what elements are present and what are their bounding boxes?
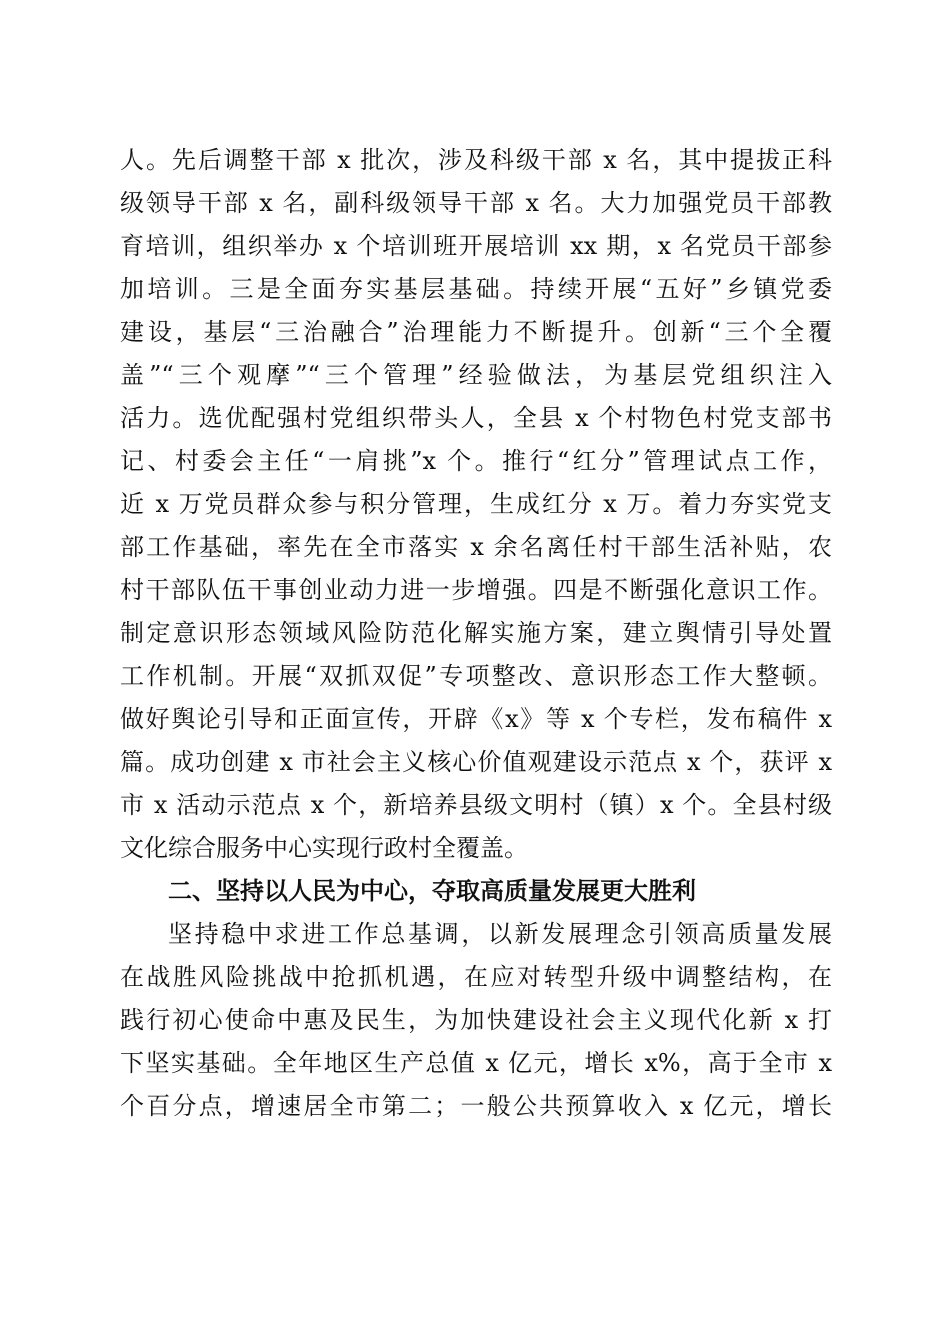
text-line: 制定意识形态领域风险防范化解实施方案，建立舆情引导处置: [120, 619, 832, 647]
text-line: 活力。选优配强村党组织带头人，全县 x 个村物色村党支部书: [120, 404, 832, 432]
text-line: 盖”“三个观摩”“三个管理”经验做法，为基层党组织注入: [120, 361, 832, 389]
text-line: 级领导干部 x 名，副科级领导干部 x 名。大力加强党员干部教: [120, 189, 832, 217]
text-line: 个百分点，增速居全市第二；一般公共预算收入 x 亿元，增长: [120, 1092, 832, 1120]
text-line: 记、村委会主任“一肩挑”x 个。推行“红分”管理试点工作，: [120, 447, 832, 475]
text-line: 加培训。三是全面夯实基层基础。持续开展“五好”乡镇党委: [120, 275, 832, 303]
text-line: 部工作基础，率先在全市落实 x 余名离任村干部生活补贴，农: [120, 533, 832, 561]
text-line: 建设，基层“三治融合”治理能力不断提升。创新“三个全覆: [120, 318, 832, 346]
text-line: 下坚实基础。全年地区生产总值 x 亿元，增长 x%，高于全市 x: [120, 1049, 832, 1077]
section-heading: 二、坚持以人民为中心，夺取高质量发展更大胜利: [168, 877, 696, 905]
paragraph-section-2: [120, 870, 832, 1128]
text-line: 育培训，组织举办 x 个培训班开展培训 xx 期，x 名党员干部参: [120, 232, 832, 260]
text-line: 市 x 活动示范点 x 个，新培养县级文明村（镇）x 个。全县村级: [120, 791, 832, 819]
text-line: 文化综合服务中心实现行政村全覆盖。: [120, 834, 528, 862]
text-line: 近 x 万党员群众参与积分管理，生成红分 x 万。着力夯实党支: [120, 490, 832, 518]
paragraph-section-1: [120, 139, 832, 870]
text-line: 工作机制。开展“双抓双促”专项整改、意识形态工作大整顿。: [120, 662, 832, 690]
text-line: 做好舆论引导和正面宣传，开辟《x》等 x 个专栏，发布稿件 x: [120, 705, 832, 733]
text-line: 坚持稳中求进工作总基调，以新发展理念引领高质量发展: [168, 920, 832, 948]
text-line: 篇。成功创建 x 市社会主义核心价值观建设示范点 x 个，获评 x: [120, 748, 832, 776]
text-line: 践行初心使命中惠及民生，为加快建设社会主义现代化新 x 打: [120, 1006, 832, 1034]
text-line: 在战胜风险挑战中抢抓机遇，在应对转型升级中调整结构，在: [120, 963, 832, 991]
text-line: 村干部队伍干事创业动力进一步增强。四是不断强化意识工作。: [120, 576, 832, 604]
text-line: 人。先后调整干部 x 批次，涉及科级干部 x 名，其中提拔正科: [120, 146, 832, 174]
